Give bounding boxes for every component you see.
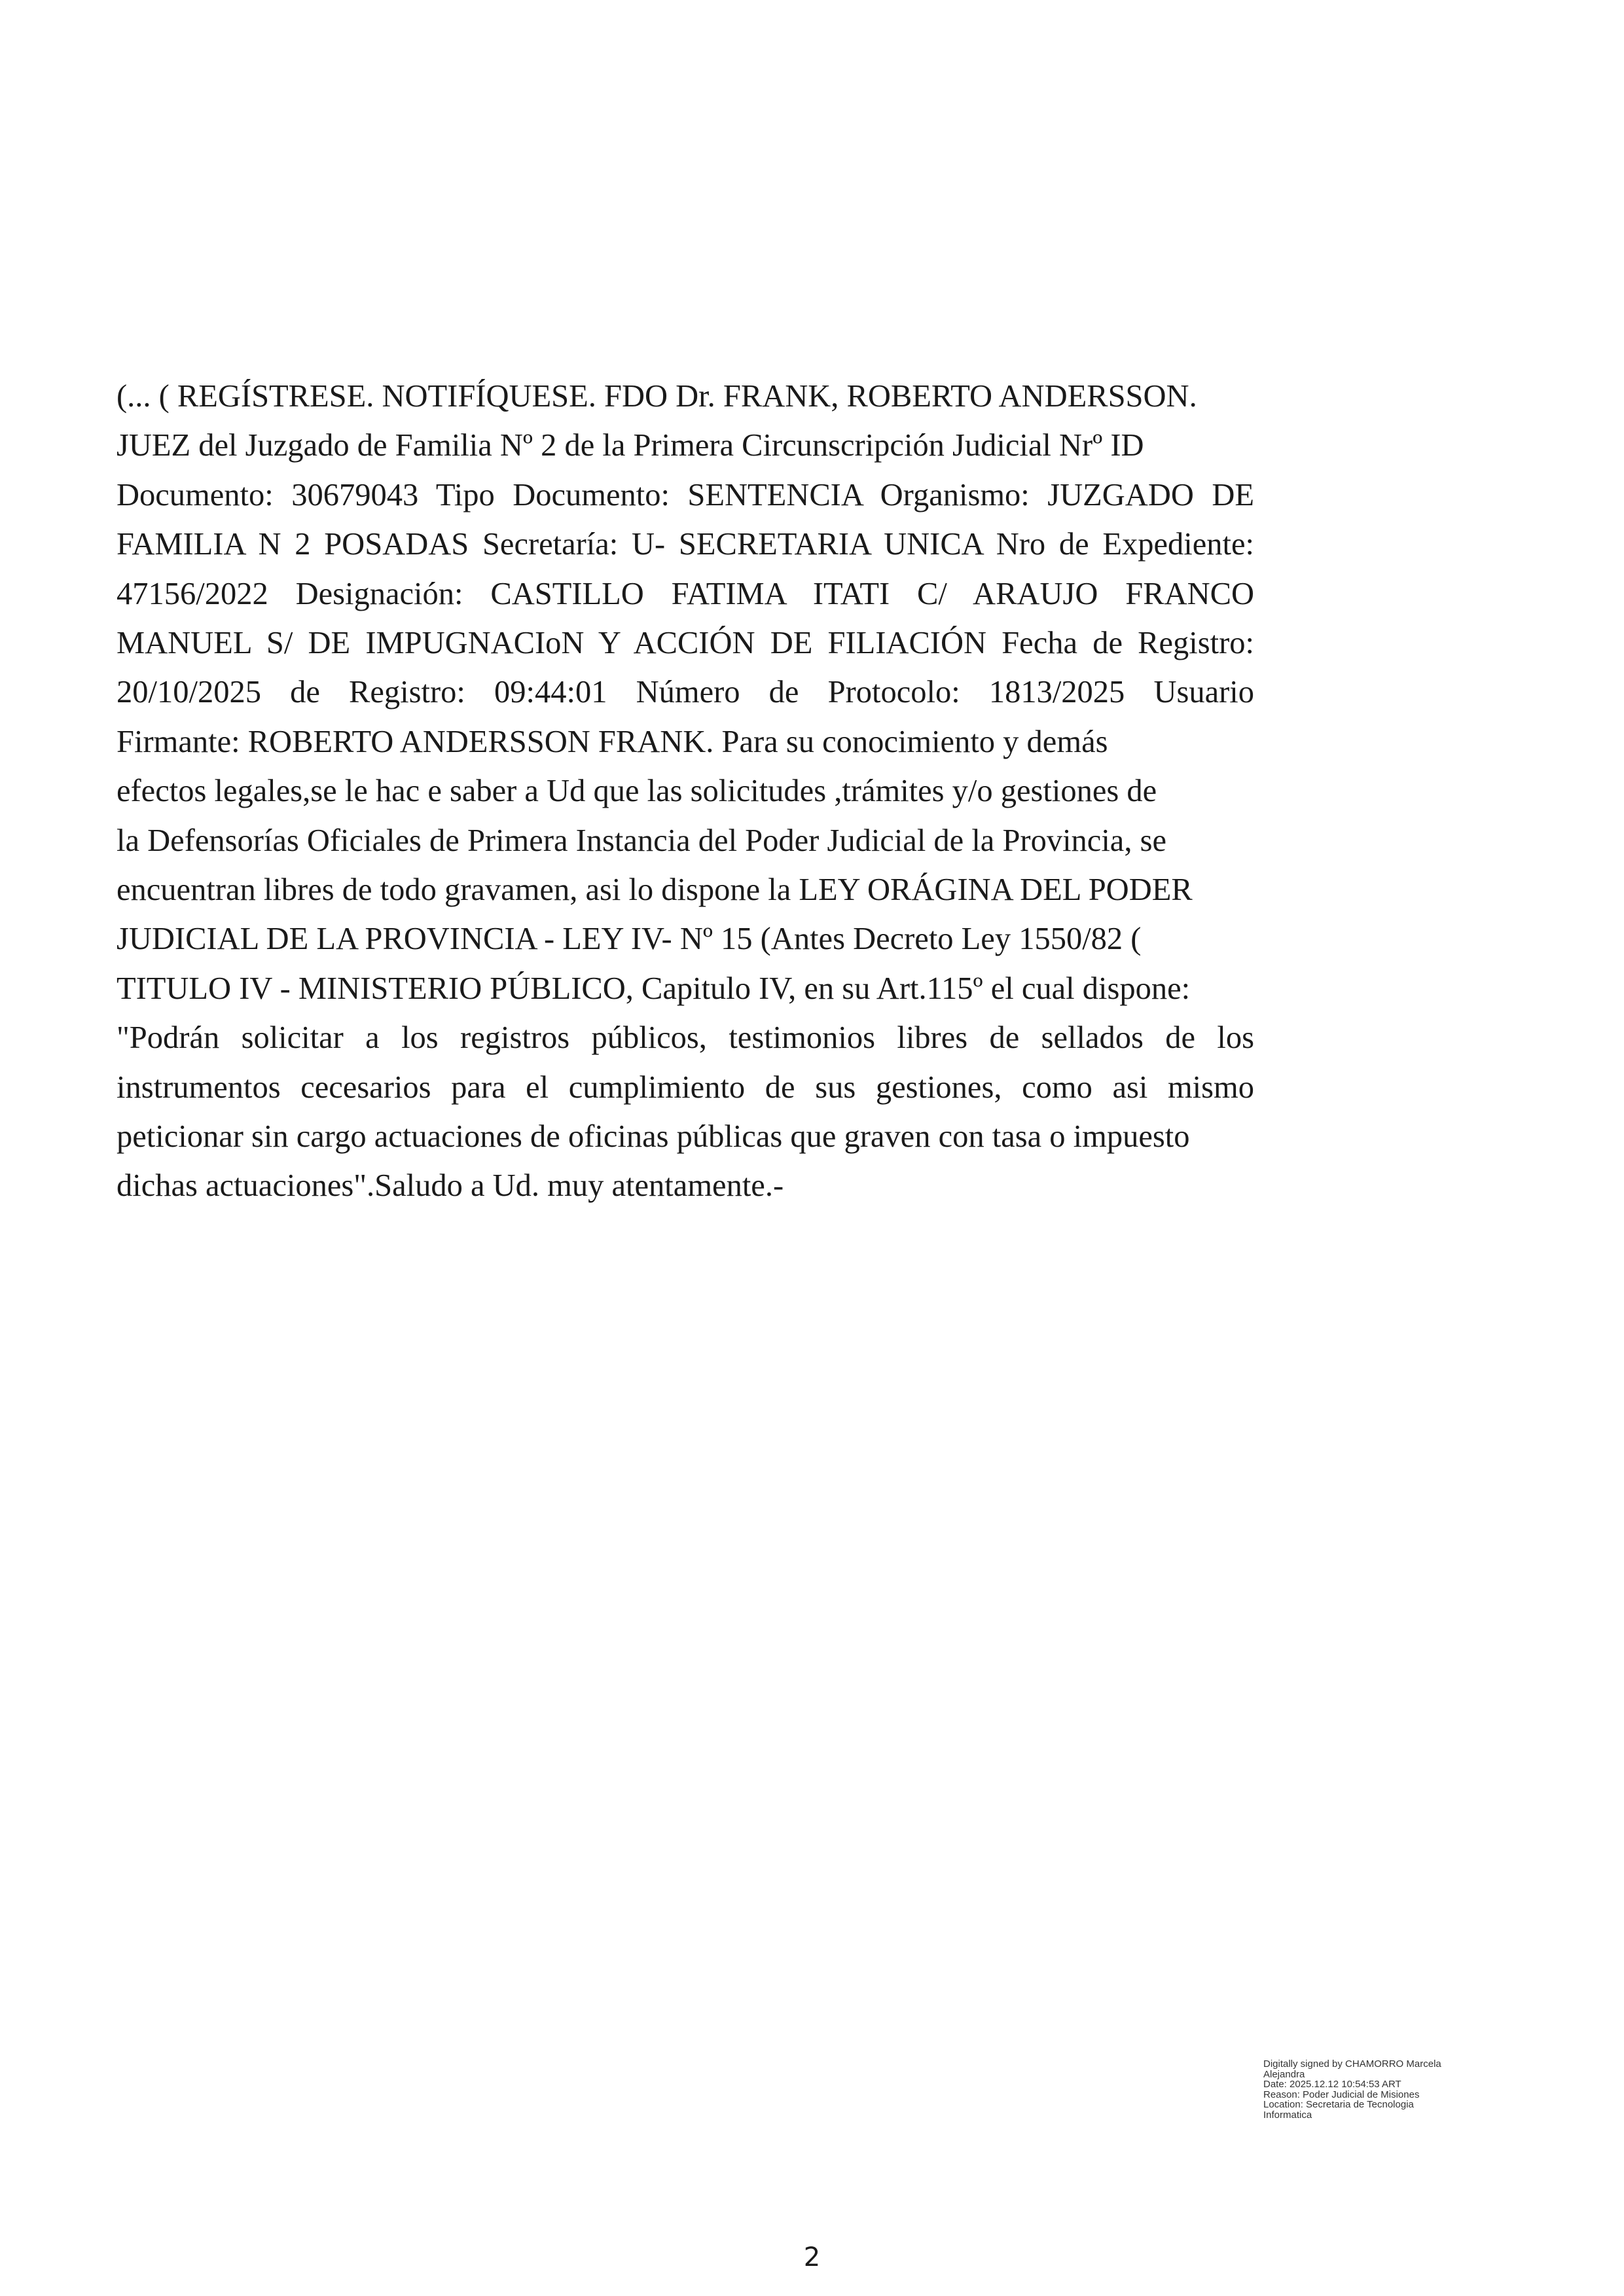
signature-location-cont: Informatica — [1263, 2109, 1312, 2121]
signature-location: Location: Secretaria de Tecnologia — [1263, 2099, 1414, 2110]
body-line: JUDICIAL DE LA PROVINCIA - LEY IV- Nº 15 (Antes Decreto Ley 1550/82 ( — [117, 922, 1142, 957]
body-line: FAMILIA N 2 POSADAS Secretaría: U- SECRETARIA UNICA Nro de Expediente: — [117, 527, 1254, 562]
body-line: "Podrán solicitar a los registros públicos, testimonios libres de sellados de los — [117, 1020, 1254, 1056]
body-line: peticionar sin cargo actuaciones de oficinas públicas que graven con tasa o impuesto — [117, 1119, 1190, 1154]
body-line: instrumentos cecesarios para el cumplimiento de sus gestiones, como asi mismo — [117, 1069, 1254, 1105]
signature-date: Date: 2025.12.12 10:54:53 ART — [1263, 2079, 1401, 2090]
body-line: Documento: 30679043 Tipo Documento: SENTENCIA Organismo: JUZGADO DE — [117, 477, 1254, 512]
body-line: MANUEL S/ DE IMPUGNACIoN Y ACCIÓN DE FILIACIÓN Fecha de Registro: — [117, 625, 1254, 660]
signature-reason: Reason: Poder Judicial de Misiones — [1263, 2089, 1420, 2100]
page-number: 2 — [803, 2242, 821, 2272]
signature-signer: Digitally signed by CHAMORRO Marcela — [1263, 2058, 1441, 2070]
body-line: la Defensorías Oficiales de Primera Instancia del Poder Judicial de la Provincia, se — [117, 823, 1166, 858]
body-line: (... ( REGÍSTRESE. NOTIFÍQUESE. FDO Dr. FRANK, ROBERTO ANDERSSON. — [117, 379, 1197, 414]
body-line: 20/10/2025 de Registro: 09:44:01 Número de Protocolo: 1813/2025 Usuario — [117, 675, 1254, 710]
signature-signer-cont: Alejandra — [1263, 2068, 1305, 2080]
body-line: encuentran libres de todo gravamen, asi lo dispone la LEY ORÁGINA DEL PODER — [117, 872, 1193, 907]
body-line: efectos legales,se le hac e saber a Ud que las solicitudes ,trámites y/o gestiones de — [117, 774, 1157, 809]
body-line: JUEZ del Juzgado de Familia Nº 2 de la Primera Circunscripción Judicial Nrº ID — [117, 428, 1144, 463]
digital-signature-block — [1263, 2059, 1499, 2120]
body-line: Firmante: ROBERTO ANDERSSON FRANK. Para su conocimiento y demás — [117, 724, 1108, 759]
body-line: 47156/2022 Designación: CASTILLO FATIMA ITATI C/ ARAUJO FRANCO — [117, 576, 1254, 611]
document-body — [117, 372, 1254, 1211]
body-line: dichas actuaciones".Saludo a Ud. muy atentamente.- — [117, 1168, 784, 1204]
body-line: TITULO IV - MINISTERIO PÚBLICO, Capitulo IV, en su Art.115º el cual dispone: — [117, 971, 1191, 1006]
